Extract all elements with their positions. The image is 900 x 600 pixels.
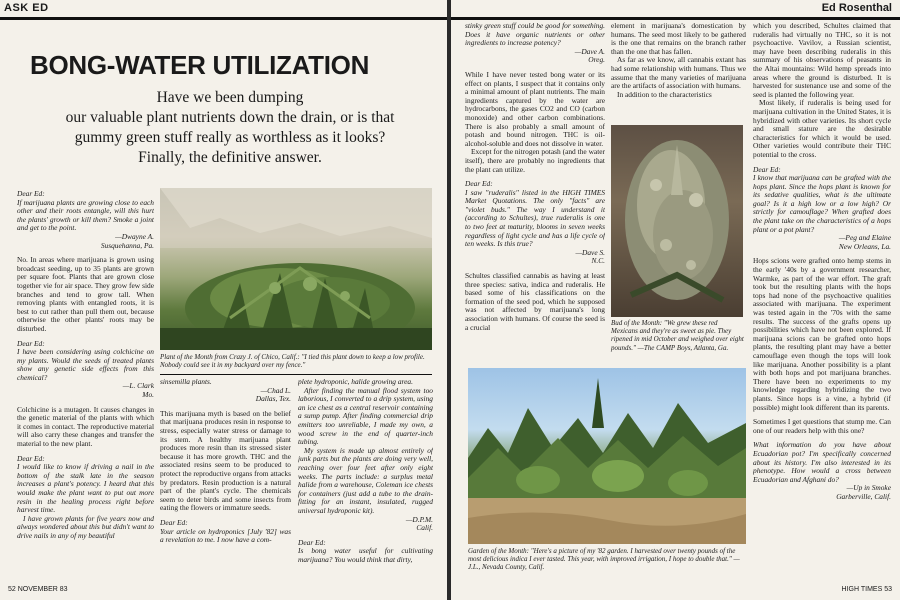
garden-photo-caption: Garden of the Month: "Here's a picture of my '82 garden. I harvested over twenty pounds of the most delicious indica I ever tasted. This year, with improved irrigation, I hope to double that." —J.L., Nevada County, Calif. [468, 547, 740, 572]
answer-paragraph: While I have never tested bong water or its effect on plants, I suspect that it contains only a minimal amount of plant nutrients. The main ingredients captured by the water are hydrocarbons, the gases CO2 and CO (carbon monoxide) and other carbon combinations. There is also probably a small amount of potash and bound nitrogen. THC is oil-alcohol-soluble and does not dissolve in water. [465, 69, 605, 148]
letter-salutation: Dear Ed: [465, 179, 493, 189]
letter-location: Oreg. [588, 55, 605, 65]
letter-signature: —D.P.M. [405, 514, 433, 524]
article-title: BONG-WATER UTILIZATION [30, 50, 370, 80]
letter-body: I saw "ruderalis" listed in the HIGH TIMES Market Quotations. The only "facts" are "violet buds." The way I understand it (according to Schultes), true ruderalis is one to two feet at maturity, blooms in seven weeks regardless of light cycle and has a life cycle of ten weeks. Is this true? [465, 187, 605, 249]
page-footer: 52 NOVEMBER 83 [8, 586, 68, 593]
letter-signature: —Dave S. [575, 247, 605, 257]
answer-paragraph: Sometimes I get questions that stump me. Can one of our readers help with this one? [753, 417, 891, 435]
left-column-3 [298, 378, 433, 586]
answer-paragraph: which you described, Schultes claimed that ruderalis had virtually no THC, so it is not psychoactive. Vavilov, a Russian scientist, may have been describing ruderalis in this summary of his observations of peasants in the Altai mountains: Wild hemp spreads into areas where the ground is disturbed. It is harvested for sustenance use and some of the seed is planted the following year. [753, 22, 891, 99]
letter-location: New Orleans, La. [838, 241, 891, 251]
letter-body: My system is made up almost entirely of junk parts but the plants are doing very well, reaching over four feet after only eight weeks. The parts include: a surplus metal halide from a warehouse, Coleman ice chests for containers (just add a tube to the drain-fitting for an instant, insulated, rugged universal hydroponic kit). [298, 445, 433, 515]
section-rule [0, 17, 447, 20]
author-label: Ed Rosenthal [821, 2, 892, 14]
answer-paragraph: Schultes classified cannabis as having at least three species: sativa, indica and ruderalis. He based some of his classifications on the formation of the seed pod, which he supposed was not affected by marijuana's long association with humans. Of course the seed is a crucial [465, 271, 605, 332]
letter-salutation: Dear Ed: [160, 517, 188, 527]
letter-signature: —L. Clark [122, 381, 154, 391]
letter-continued: sinsemilla plants. [160, 378, 212, 386]
letter-body: I have been considering using colchicine on my plants. Would the seeds of treated plants show any genetic side effects from this chemical? [17, 347, 154, 382]
letter-continued: plete hydroponic, halide growing area. [298, 378, 413, 386]
right-page [451, 0, 900, 600]
letter-body: Your article on hydroponics [July '82] was a revelation to me. I now have a com- [160, 526, 291, 545]
letter-signature: —Up in Smoke [846, 483, 891, 493]
answer-paragraph: Colchicine is a mutagen. It causes changes in the genetic material of the plants with which it comes in contact. The reproductive material will also carry these changes and transfer the material to the new plant. [17, 404, 154, 449]
answer-paragraph: Except for the nitrogen potash (and the water itself), there are probably no ingredients that the plant can utilize. [465, 147, 605, 174]
deck-line-1: Have we been dumping [156, 89, 304, 106]
letter-location: Garberville, Calif. [836, 491, 891, 501]
letter-salutation: Dear Ed: [753, 164, 781, 174]
page-footer: HIGH TIMES 53 [841, 586, 892, 593]
caption-rule [160, 374, 432, 375]
answer-paragraph: No. In areas where marijuana is grown using broadcast seeding, up to 35 plants are grown per square foot. Plants that are grown close together vie for air space. They grow few side branches and tend to grow tall. When removing plants with entangled roots, it is best to cut rather than pull them out, because otherwise the other plants' roots may be disturbed. [17, 255, 154, 333]
letter-signature: —Peg and Elaine [838, 233, 891, 243]
bud-photo-caption: Bud of the Month: "We grew these red Mexicans and they're as sweet as pie. They ripened in mid October and weighed over eight pounds." —The CAMP Boys, Atlanta, Ga. [611, 319, 744, 352]
deck-line-2: our valuable plant nutrients down the drain, or is that [65, 109, 395, 126]
letter-salutation: Dear Ed: [17, 338, 45, 348]
answer-paragraph: element in marijuana's domestication by humans. The seed most likely to be gathered is the one that remains on the branch rather than the one that has fallen. [611, 22, 746, 56]
deck-line-3: gummy green stuff really as worthless as it looks? [74, 129, 386, 146]
answer-paragraph: This marijuana myth is based on the belief that marijuana produces resin in response to stress, especially water stress or damage to its stem. A healthy marijuana plant produces more resin than its stressed sister because it has more growth. THC and the associated resins seem to be produced to protect the reproductive organs from attacks by predators. Resin production is a natural part of the plant's cycle. The chemicals seem to deter birds and some insects from eating the flowers or immature seeds. [160, 408, 291, 513]
section-label: ASK ED [4, 2, 49, 14]
garden-of-month-photo [468, 368, 746, 544]
letter-location: Dallas, Tex. [255, 394, 291, 404]
letter-body: After finding the manual flood system too laborious, I converted to a drip system, using an ice chest as a central reservoir containing a sump pump. After finding commercial drip emitters too unreliable, I made my own, a wood screw in the end of quarter-inch tubing. [298, 385, 433, 447]
letter-body: I know that marijuana can be grafted with the hops plant. Since the hops plant is known for its sedative qualities, what is the ultimate goal? Is it a high low or a low high? Or strictly for camouflage? When grafted does the plant take on the characteristics of a hops plant or a pot plant? [753, 173, 891, 234]
letter-body: I would like to know if driving a nail in the bottom of the stalk late in the season increases a plant's potency. I heard that this would make the plant want to put out more resin in the healing process right before harvest time. [17, 462, 154, 515]
letter-signature: —Chad L. [260, 385, 291, 395]
bud-illustration [611, 125, 743, 317]
right-column-3 [753, 22, 891, 587]
garden-illustration [468, 368, 746, 544]
left-column-1 [17, 188, 154, 586]
letter-location: N.C. [591, 256, 605, 266]
letter-body: If marijuana plants are growing close to each other and their roots entangle, will this hurt the plants' growth or kill them? Smoke a joint and get to the point. [17, 197, 154, 233]
answer-paragraph: Most likely, if ruderalis is being used for marijuana cultivation in the United States, it is hybridized with other varieties. Its short cycle and small stature are the desirable characteristics for which it would be used. Other varieties would contribute their THC potential to the cross. [753, 98, 891, 159]
letter-continued: stinky green stuff could be good for something. Does it have organic nutrients or other ingredients to increase potency? [465, 22, 605, 48]
left-column-2 [160, 378, 291, 586]
plant-of-month-photo [160, 188, 432, 350]
left-page [0, 0, 447, 600]
letter-body: What information do you have about Ecuadorian pot? I'm specifically concerned about its history. I'm also interested in its phenotype. How would a cross between Ecuadorian and Afghani do? [753, 440, 891, 484]
letter-salutation: Dear Ed: [17, 189, 45, 198]
article-deck [20, 88, 440, 168]
deck-line-4: Finally, the definitive answer. [138, 149, 322, 166]
letter-signature: —Dave A. [574, 46, 605, 56]
letter-location: Calif. [416, 523, 433, 533]
letter-salutation: Dear Ed: [298, 537, 326, 547]
letter-salutation: Dear Ed: [17, 453, 45, 463]
letter-body: I have grown plants for five years now and always wondered about this but didn't want to drive nails in any of my beautiful [17, 513, 154, 540]
right-column-2 [611, 22, 746, 127]
answer-paragraph: In addition to the characteristics [617, 89, 712, 99]
plant-illustration [160, 188, 432, 350]
right-column-1 [465, 22, 605, 372]
letter-location: Susquehanna, Pa. [100, 240, 154, 250]
letter-location: Mo. [142, 390, 154, 400]
answer-paragraph: As far as we know, all cannabis extant has had some relationship with humans. Thus we assume that the many varieties of marijuana are the artifacts of association with humans. [611, 55, 746, 91]
answer-paragraph: Hops scions were grafted onto hemp stems in the early '40s by a government researcher, Warmke, as part of the war effort. The graft took but the resulting plants with the hops tops had none of the psychoactive qualities associated with marijuana. The experiment was tested again in the '70s with the same results. The success of the grafts opens up possibilities which have not been explored. If marijuana scions can be grafted onto hops plants, the resulting plant may have a better camouflage even though the tops will look like marijuana. Another possibility is a plant with both hops and pot marijuana branches. There have been no experiments to my knowledge regarding hybridizing the two plants. Since hops is a vine, a hybrid (if possible) might look different than its parents. [753, 256, 891, 412]
author-rule [451, 17, 900, 20]
letter-signature: —Dwayne A. [115, 231, 154, 241]
letter-body: Is bong water useful for cultivating marijuana? You would think that dirty, [298, 546, 433, 564]
bud-of-month-photo [611, 125, 743, 317]
plant-photo-caption: Plant of the Month from Crazy J. of Chico, Calif.: "I tied this plant down to keep a low profile. Nobody could see it in my backyard over my fence." [160, 353, 425, 370]
